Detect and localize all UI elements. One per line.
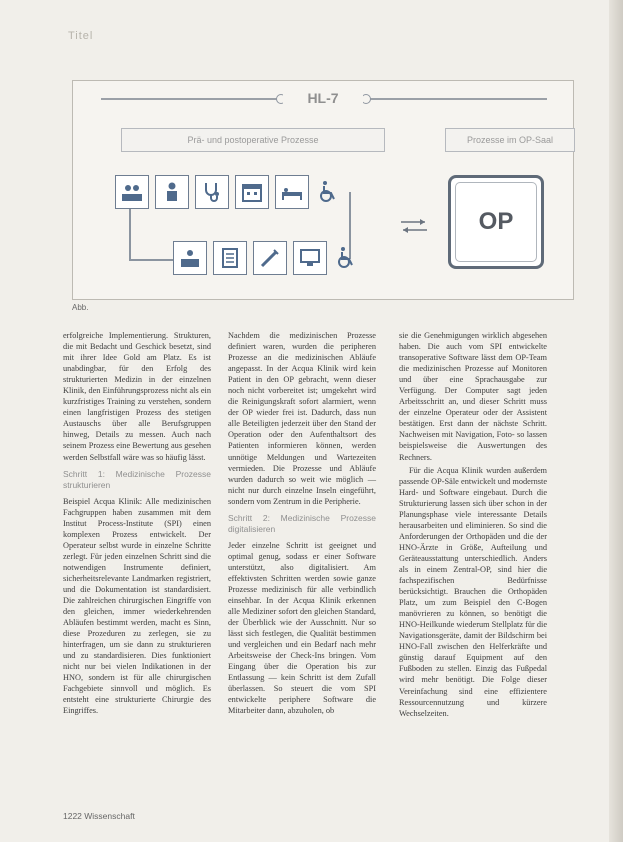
subheading-step-2: Schritt 2: Medizinische Prozesse digitalisieren bbox=[228, 512, 376, 534]
text-column-1 bbox=[63, 330, 211, 719]
banner-op-room: Prozesse im OP-Saal bbox=[445, 128, 575, 152]
paragraph: erfolgreiche Implementierung. Strukturen, die mit Bedacht und Geschick besetzt, sind mit ihrer Idee Gold am Platz. Es ist unabdingbar, für den Erfolg des strukturierten Medizin in der einzelnen Klinik, den Einführungsprozess nicht als ein kurzfristiges Training zu verstehen, sondern einen langfristigen Prozess des stetigen Austauschs über alle Berufsgruppen hinweg, Details zu messen. Auch nach seinem Prozess eine Bewertung aus gesehen werden Selbstfall wäre was so häufig lässt. bbox=[63, 331, 211, 462]
reception-icon bbox=[115, 175, 149, 209]
banner-pre-post-op: Prä- und postoperative Prozesse bbox=[121, 128, 385, 152]
paragraph: Für die Acqua Klinik wurden außerdem passende OP-Säle entwickelt und modernste Hard- und Software eingebaut. Durch die Strukturierung lassen sich über schon in der Planungsphase viele interessante Details herausarbeiten und eliminieren. So sind die Anforderungen der Orthopäden und die der HNO-Ärzte in Größe, Aufteilung und Geräteausstattung unterschiedlich. Anders als in einem Zentral-OP, sind hier die fachspezifischen Bedürfnisse berücksichtigt. Brauchen die Orthopäden Platz, um zum Beispiel den C-Bogen manövrieren zu können, so benötigt die HNO-Heilkunde wiederum Stellplatz für die Navigationsgeräte, damit der Bildschirm bei HNO-Fall zwischen den Helferkräfte und günstig darauf Equipment auf den Fußboden zu stellen. Einzig das Fußpedal wird mehr benötigt. Die Folge dieser Vereinfachung sind eine effizientere Ressourcennutzung und kürzere Wechselzeiten. bbox=[399, 465, 547, 718]
title-rule-left bbox=[101, 98, 281, 100]
calendar-icon bbox=[235, 175, 269, 209]
paragraph: Beispiel Acqua Klinik: Alle medizinischen Fachgruppen haben zusammen mit dem Institut Process-Institute (SPI) einen komplexen Prozess entwickelt. Der Operateur selbst wurde in einzelne Schritte zerlegt. Für jeden einzelnen Schritt sind die notwendigen Instrumente definiert, sicherheitsrelevante Landmarken registriert, und die Dokumentation ist standardisiert. Die zahlreichen chirurgischen Eingriffe von den gleichen, immer wiederkehrenden Abläufen bestimmt werden, macht es Sinn, diese Prozeduren zu zerlegen, sie zu hinterfragen, um sie dann zu strukturieren und zu standardisieren. Dies funktioniert nicht nur bei vielen Indikationen in der HNO, sondern ist für alle chirurgischen Fachgebiete sinnvoll und möglich. Es entsteht eine strukturierte Chirurgie des Eingriffes. bbox=[63, 496, 211, 716]
figure-title: HL-7 bbox=[283, 90, 363, 106]
bidirectional-arrow-icon bbox=[399, 216, 429, 236]
wheelchair-icon bbox=[312, 175, 344, 207]
monitor-icon bbox=[293, 241, 327, 275]
paragraph: Nachdem die medizinischen Prozesse definiert waren, wurden die peripheren Prozesse an die medizinischen Abläufe angepasst. In der Acqua Klinik wird kein Patient in den OP gebracht, wenn dieser noch nicht vorbereitet ist; umgekehrt wird die Reinigungskraft sofort alarmiert, wenn der OP wieder frei ist. Dadurch, dass nun alle Beteiligten jederzeit über den Stand der Operation oder den Aufenthaltsort des Patienten informieren können, werden unnötige Meldungen und Wartezeiten vermieden. Die Prozesse und Abläufe wurden dadurch so weit wie möglich — nicht nur durch einzelne Inseln eingeführt, sondern vom Zentrum in die Peripherie. bbox=[228, 331, 376, 506]
patient-icon bbox=[155, 175, 189, 209]
op-room-box bbox=[448, 175, 544, 269]
subheading-step-1: Schritt 1: Medizinische Prozesse strukturieren bbox=[63, 468, 211, 490]
flow-connector-horizontal bbox=[129, 259, 173, 261]
page-spine-shadow bbox=[609, 0, 623, 842]
stethoscope-icon bbox=[195, 175, 229, 209]
hl7-process-figure bbox=[72, 80, 574, 300]
figure-caption: Abb. bbox=[72, 303, 89, 312]
title-rule-right bbox=[367, 98, 547, 100]
paragraph: sie die Genehmigungen wirklich abgesehen haben. Die auch vom SPI entwickelte transoperative Software lässt dem OP-Team die medizinischen Prozesse auf Monitoren und über eine Sprachausgabe zur Verfügung. Der Computer sagt jeden Arbeitsschritt an, und dieser Schritt muss der einzelne Operateur oder der Assistent bestätigen. Erst dann der nächste Schritt. Nachweisen mit Navigation, Foto- so lassen beispielsweise die Auswertungen des Rechners. bbox=[399, 331, 547, 462]
page-footer: 1222 Wissenschaft bbox=[63, 811, 135, 821]
document-icon bbox=[213, 241, 247, 275]
text-column-2 bbox=[228, 330, 376, 719]
bed-icon bbox=[275, 175, 309, 209]
op-label: OP bbox=[478, 208, 514, 235]
text-column-3 bbox=[399, 330, 547, 721]
running-header: Titel bbox=[68, 30, 94, 42]
desk-icon bbox=[173, 241, 207, 275]
wheelchair-icon bbox=[330, 241, 362, 273]
paragraph: Jeder einzelne Schritt ist geeignet und optimal genug, sodass er einer Software unterstützt, also digitalisiert. Am effektivsten Schritten werden sowie ganze Prozesse medizinisch für alle verbindlich einsehbar. In der Acqua Klinik erkennen alle Mediziner sofort den gleichen Standard, der Überblick wie der Ausschnitt. Nur so lässt sich festlegen, die Qualität bestimmen und vergleichen und ein Bedarf nach mehr Arbeitsweise der Check-Ins bringen. Vom Eingang über die Operation bis zur Entlassung — kein Schritt ist dem Zufall überlassen. So steuert die vom SPI entwickelte periphere Software die Mitarbeiter dann, abzuholen, ob bbox=[228, 540, 376, 716]
syringe-icon bbox=[253, 241, 287, 275]
